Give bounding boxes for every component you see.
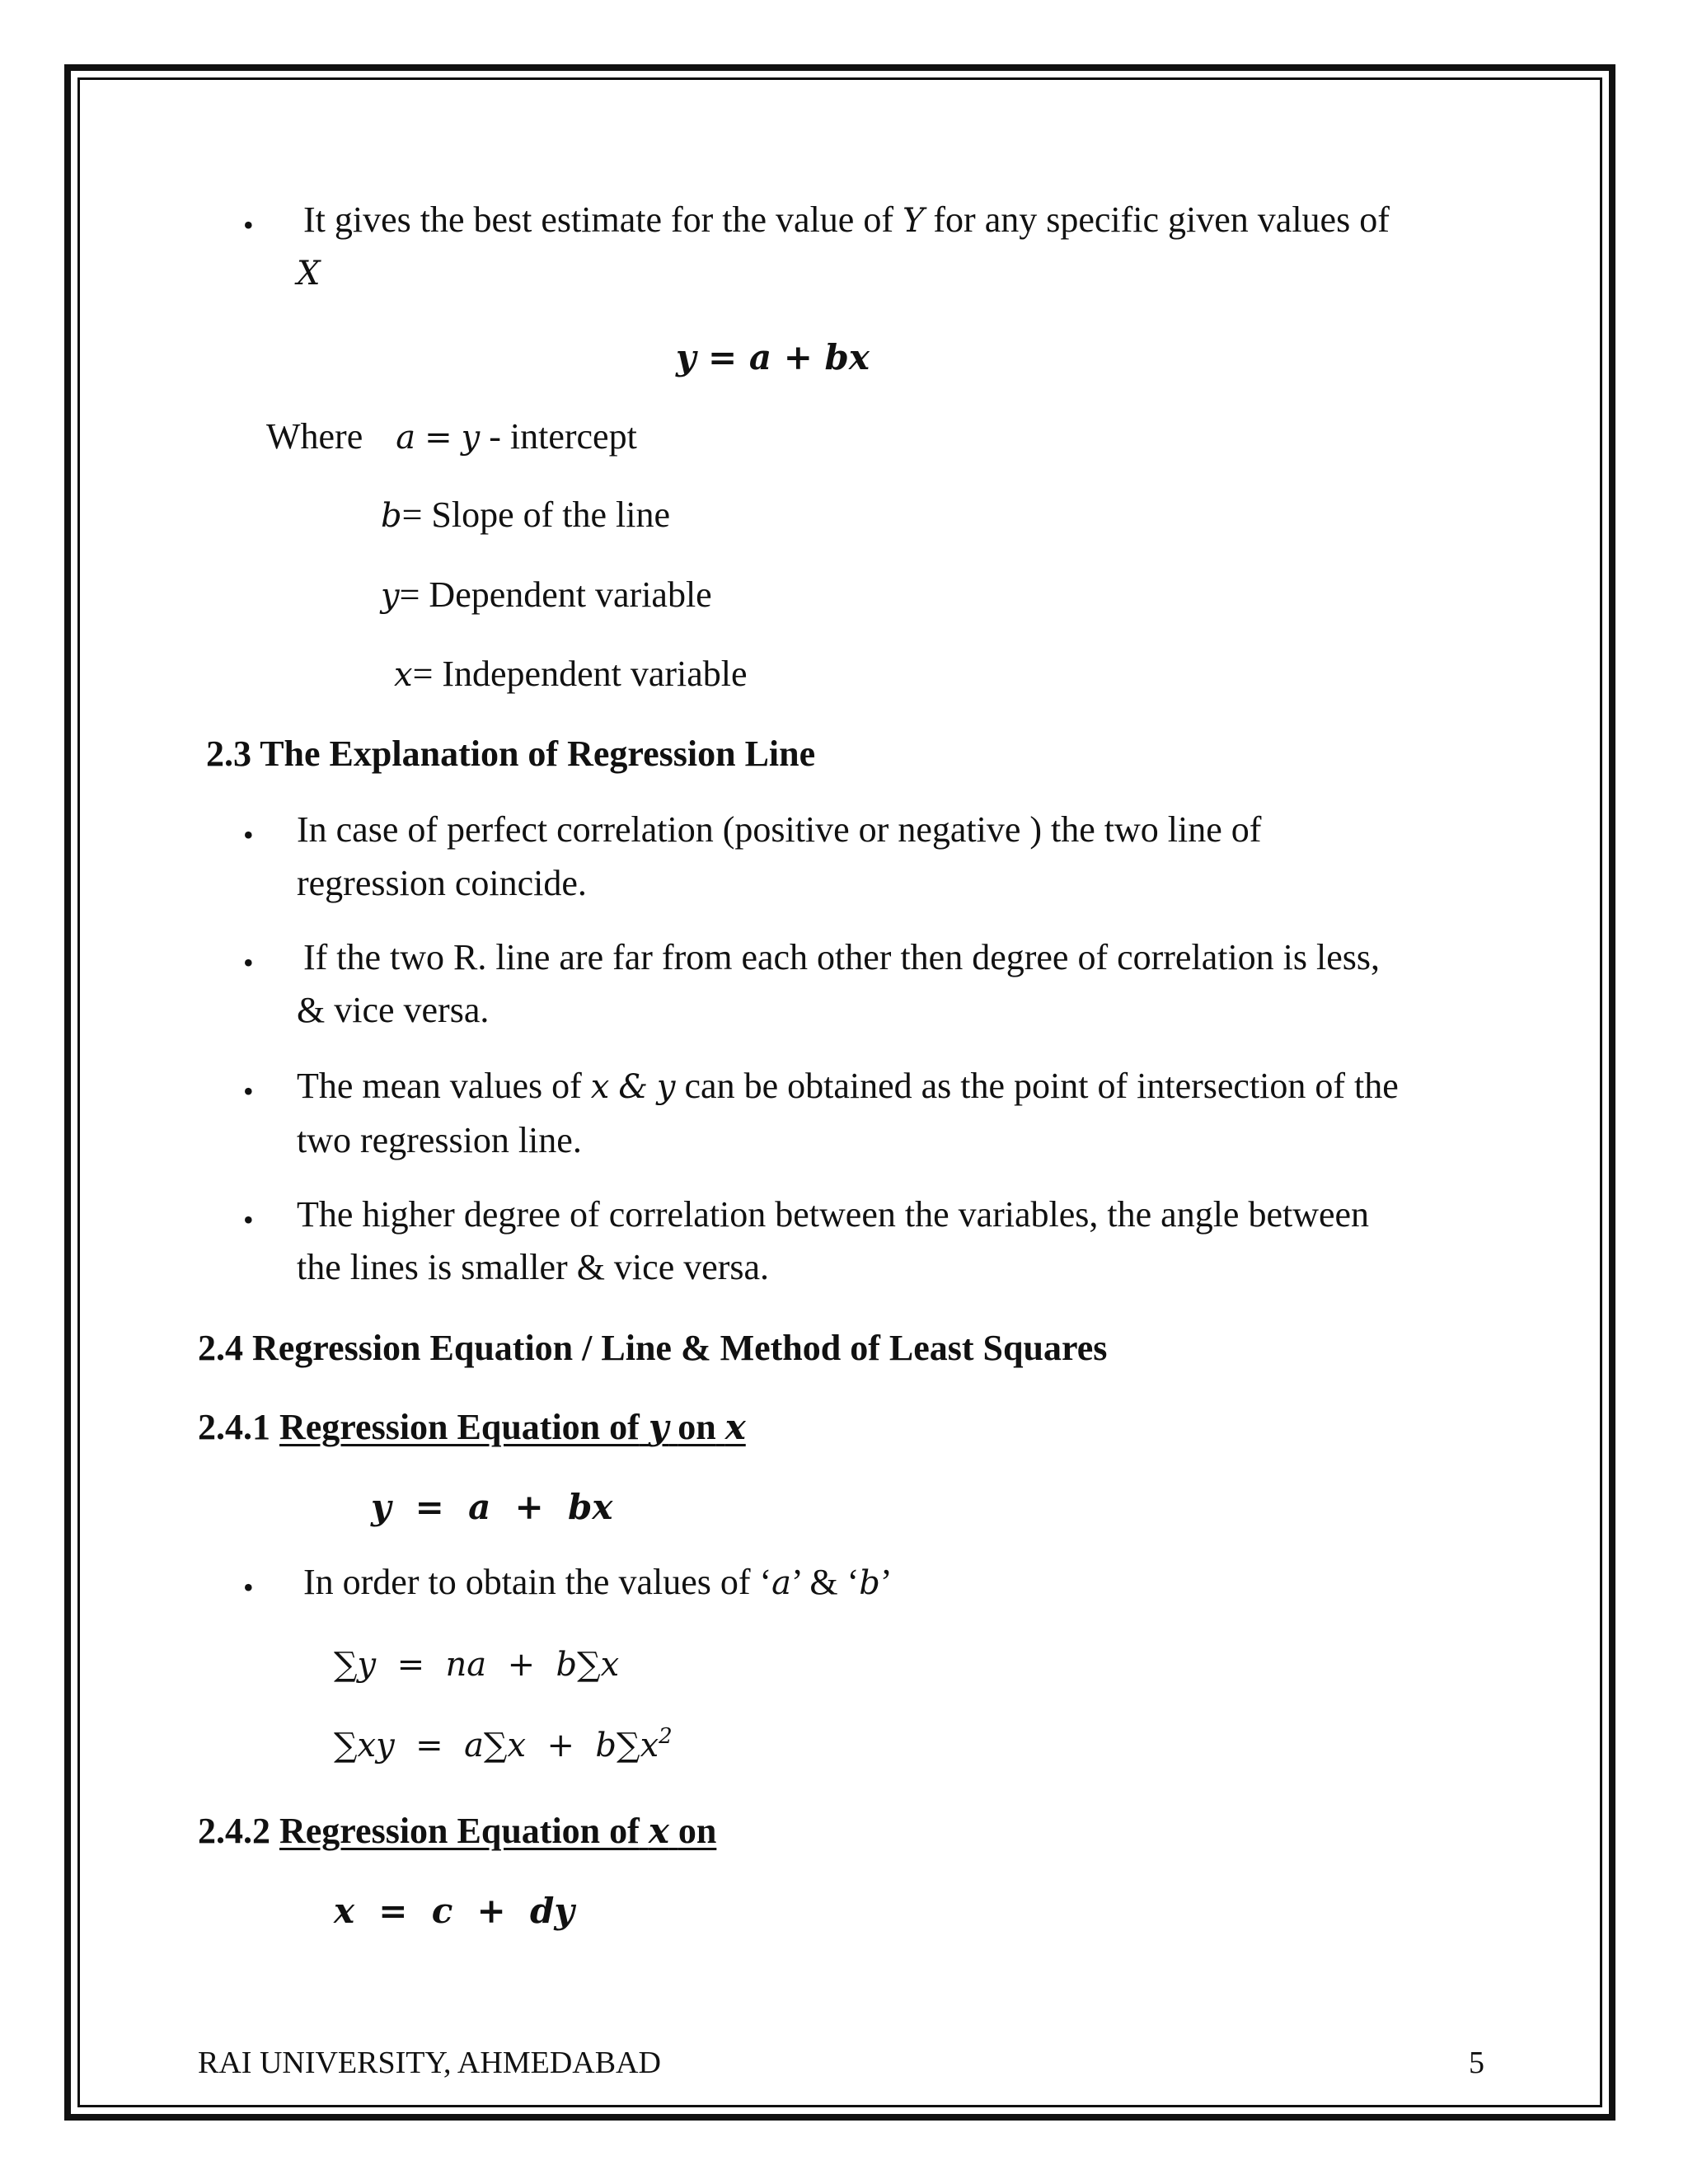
def-y-text: = Dependent variable — [399, 574, 712, 615]
b1-line1: In case of perfect correlation (positive or negative ) the two line of — [297, 809, 1262, 850]
heading-2-4-1-num: 2.4.1 — [198, 1407, 270, 1447]
intro-bullet-text-pre: It gives the best estimate for the value of — [303, 199, 893, 240]
b3-line1 — [297, 1068, 1399, 1104]
values-bullet-a: a — [771, 1564, 792, 1602]
b4-line1: The higher degree of correlation between the variables, the angle between — [297, 1194, 1370, 1235]
heading-2-4-2-title-text: Regression Equation of — [279, 1811, 640, 1851]
footer-institution: RAI UNIVERSITY, AHMEDABAD — [198, 2046, 661, 2080]
eq-op: = — [708, 337, 738, 377]
def-x-var: x — [394, 656, 413, 694]
intro-bullet-line1 — [303, 199, 1390, 240]
normal-equation-2 — [334, 1724, 673, 1765]
def-x-text: = Independent variable — [412, 654, 748, 694]
heading-2-4-1 — [198, 1409, 746, 1446]
def-a-var: a — [396, 419, 416, 457]
def-a-text: - intercept — [489, 416, 637, 457]
var-X: X — [297, 255, 321, 293]
b2-line2: & vice versa. — [297, 990, 490, 1030]
heading-2-4-2-on: on — [678, 1811, 717, 1851]
def-a-eq: = — [424, 419, 452, 457]
def-y-var: y — [381, 577, 400, 615]
bullet-2-3-4: • — [243, 1203, 254, 1236]
bullet-2-4-1: • — [243, 1571, 254, 1604]
b4-line2: the lines is smaller & vice versa. — [297, 1247, 770, 1287]
def-a — [266, 416, 637, 457]
def-b-var: b — [381, 497, 402, 535]
heading-2-4-1-var-y: y — [648, 1407, 669, 1447]
heading-2-4-2 — [198, 1813, 716, 1849]
intro-bullet-text-post: for any specific given values of — [933, 199, 1390, 240]
bullet-2-3-2: • — [243, 946, 254, 979]
normal-equation-2-sup: 2 — [659, 1724, 673, 1749]
def-y — [381, 574, 712, 615]
def-b — [381, 494, 671, 535]
bullet-2-3-3: • — [243, 1075, 254, 1108]
heading-2-4: 2.4 Regression Equation / Line & Method of Least Squares — [198, 1328, 1108, 1368]
b3-pre: The mean values of — [297, 1066, 582, 1106]
bullet-intro: • — [243, 209, 254, 241]
main-equation — [676, 337, 870, 377]
values-bullet-post: ’ — [879, 1562, 893, 1602]
equation-y-on-x: y = a + bx — [371, 1487, 613, 1527]
heading-2-4-1-title-text: Regression Equation of — [279, 1407, 640, 1447]
heading-2-4-1-on: on — [678, 1407, 716, 1447]
b3-amp: & — [618, 1068, 648, 1106]
eq-rhs: a + bx — [748, 337, 870, 377]
heading-2-3: 2.3 The Explanation of Regression Line — [206, 733, 816, 774]
normal-equation-2-text: ∑xy = a∑x + b∑x — [334, 1727, 659, 1765]
b3-var-y: y — [656, 1068, 676, 1106]
bullet-2-3-1: • — [243, 818, 254, 851]
def-b-text: = Slope of the line — [401, 494, 671, 535]
normal-equation-1: ∑y = na + b∑x — [334, 1646, 620, 1684]
values-bullet-b: b — [859, 1564, 880, 1602]
heading-2-4-2-num: 2.4.2 — [198, 1811, 270, 1851]
heading-2-4-2-var-x: x — [648, 1811, 669, 1851]
b1-line2: regression coincide. — [297, 863, 587, 903]
b3-var-x: x — [590, 1068, 610, 1106]
values-bullet — [303, 1564, 893, 1601]
var-Y: Y — [903, 202, 925, 240]
b3-post: can be obtained as the point of intersection of the — [684, 1066, 1399, 1106]
eq-lhs: y — [676, 337, 696, 377]
def-x — [394, 656, 748, 692]
def-a-y: y — [461, 419, 481, 457]
equation-x-on-y: x = c + dy — [334, 1891, 574, 1931]
values-bullet-pre: In order to obtain the values of ‘ — [303, 1562, 772, 1602]
b3-line2: two regression line. — [297, 1120, 582, 1160]
heading-2-4-2-title — [279, 1811, 716, 1851]
page-number: 5 — [1469, 2046, 1484, 2080]
heading-2-4-1-var-x: x — [724, 1407, 746, 1447]
heading-2-4-1-title — [279, 1407, 746, 1447]
values-bullet-mid: ’ & ‘ — [791, 1562, 860, 1602]
b2-line1: If the two R. line are far from each other then degree of correlation is less, — [303, 937, 1381, 977]
where-label: Where — [266, 416, 363, 457]
